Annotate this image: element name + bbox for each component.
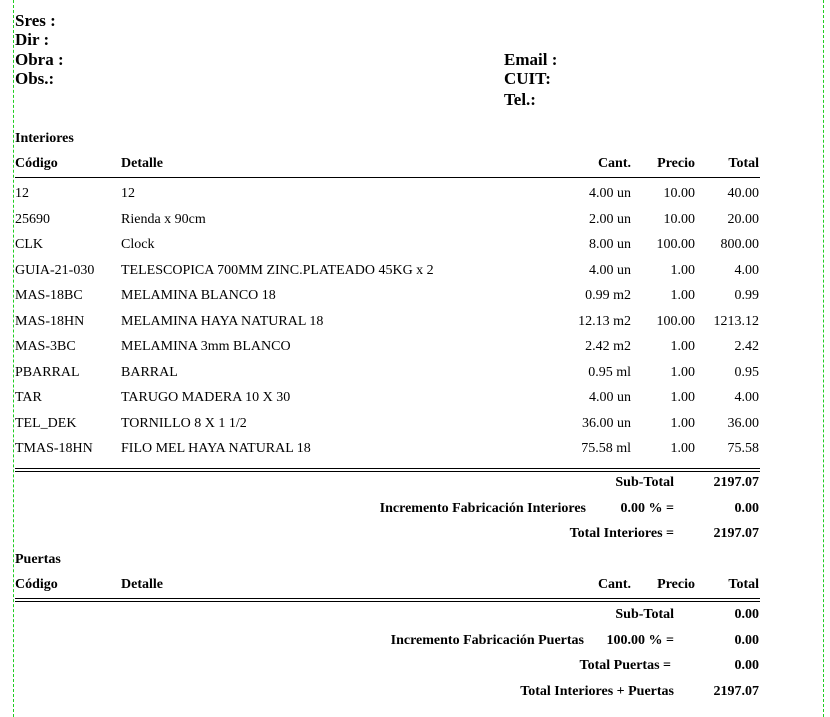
puertas-total-label: Total Puertas = bbox=[579, 658, 671, 673]
cell-cant: 4.00 un bbox=[589, 390, 631, 405]
grand-total-value: 2197.07 bbox=[713, 684, 759, 699]
obra-label: Obra : bbox=[15, 50, 64, 69]
column-header-total: Total bbox=[728, 577, 759, 592]
cell-detalle: MELAMINA HAYA NATURAL 18 bbox=[121, 313, 324, 329]
cell-codigo: PBARRAL bbox=[15, 364, 80, 380]
cell-cant: 0.95 ml bbox=[588, 364, 631, 380]
interiores-increment-value: 0.00 bbox=[734, 501, 759, 516]
column-header-codigo: Código bbox=[15, 156, 58, 171]
subtotal-divider bbox=[15, 468, 760, 472]
puertas-increment-pct: 100.00 % = bbox=[606, 633, 674, 648]
cell-codigo: MAS-18HN bbox=[15, 313, 85, 329]
cell-precio: 1.00 bbox=[670, 415, 695, 431]
cell-cant: 36.00 un bbox=[582, 415, 631, 431]
puertas-divider bbox=[15, 598, 760, 602]
cell-detalle: Clock bbox=[121, 237, 155, 252]
cell-cant: 75.58 ml bbox=[581, 441, 631, 456]
interiores-subtotal-value: 2197.07 bbox=[713, 475, 759, 490]
table-row bbox=[0, 339, 830, 364]
puertas-increment-label: Incremento Fabricación Puertas bbox=[390, 633, 584, 648]
cell-total: 20.00 bbox=[727, 211, 759, 227]
table-row bbox=[0, 390, 830, 415]
cell-codigo: 12 bbox=[15, 186, 29, 201]
table-row bbox=[0, 212, 830, 237]
cell-codigo: TEL_DEK bbox=[15, 415, 77, 431]
cell-codigo: TMAS-18HN bbox=[15, 441, 93, 456]
cell-codigo: 25690 bbox=[15, 211, 50, 227]
cell-total: 4.00 bbox=[734, 390, 759, 405]
column-header-codigo: Código bbox=[15, 577, 58, 592]
dir-label: Dir : bbox=[15, 30, 50, 49]
puertas-subtotal-value: 0.00 bbox=[734, 607, 759, 622]
table-row bbox=[0, 365, 830, 390]
cell-cant: 4.00 un bbox=[589, 262, 631, 278]
cell-cant: 2.42 m2 bbox=[585, 339, 631, 354]
cuit-label: CUIT: bbox=[504, 69, 551, 88]
column-header-total: Total bbox=[728, 156, 759, 171]
puertas-subtotal-label: Sub-Total bbox=[615, 607, 674, 622]
cell-precio: 1.00 bbox=[670, 441, 695, 456]
table-row bbox=[0, 288, 830, 313]
cell-detalle: TORNILLO 8 X 1 1/2 bbox=[121, 415, 247, 431]
cell-total: 4.00 bbox=[734, 262, 759, 278]
cell-detalle: TARUGO MADERA 10 X 30 bbox=[121, 390, 291, 405]
cell-cant: 2.00 un bbox=[589, 211, 631, 227]
cell-cant: 12.13 m2 bbox=[578, 313, 631, 329]
puertas-increment-value: 0.00 bbox=[734, 633, 759, 648]
email-label: Email : bbox=[504, 50, 558, 69]
puertas-total-value: 0.00 bbox=[734, 658, 759, 673]
table-row bbox=[0, 416, 830, 441]
interiores-total-label: Total Interiores = bbox=[569, 526, 674, 541]
cell-detalle: MELAMINA BLANCO 18 bbox=[121, 288, 276, 303]
cell-precio: 100.00 bbox=[656, 237, 695, 252]
section-title-interiores: Interiores bbox=[15, 131, 74, 146]
column-header-precio: Precio bbox=[657, 577, 695, 592]
cell-precio: 1.00 bbox=[670, 339, 695, 354]
cell-precio: 1.00 bbox=[670, 390, 695, 405]
cell-detalle: TELESCOPICA 700MM ZINC.PLATEADO 45KG x 2 bbox=[121, 262, 434, 278]
table-row bbox=[0, 186, 830, 211]
cell-total: 800.00 bbox=[720, 237, 759, 252]
interiores-increment-label: Incremento Fabricación Interiores bbox=[379, 501, 586, 516]
cell-precio: 1.00 bbox=[670, 262, 695, 278]
column-header-detalle: Detalle bbox=[121, 577, 163, 592]
cell-precio: 1.00 bbox=[670, 288, 695, 303]
cell-detalle: 12 bbox=[121, 186, 135, 201]
cell-precio: 10.00 bbox=[663, 186, 695, 201]
tel-label: Tel.: bbox=[504, 90, 536, 109]
cell-codigo: GUIA-21-030 bbox=[15, 262, 95, 278]
column-header-cant: Cant. bbox=[597, 156, 631, 171]
cell-codigo: TAR bbox=[15, 390, 42, 405]
cell-total: 0.95 bbox=[734, 364, 759, 380]
interiores-total-value: 2197.07 bbox=[713, 526, 759, 541]
table-row bbox=[0, 237, 830, 262]
cell-total: 36.00 bbox=[727, 415, 759, 431]
cell-precio: 100.00 bbox=[656, 313, 695, 329]
cell-detalle: BARRAL bbox=[121, 364, 178, 380]
cell-codigo: CLK bbox=[15, 237, 43, 252]
interiores-subtotal-label: Sub-Total bbox=[615, 475, 674, 490]
cell-cant: 8.00 un bbox=[589, 237, 631, 252]
grand-total-label: Total Interiores + Puertas bbox=[520, 684, 674, 699]
cell-total: 2.42 bbox=[734, 339, 759, 354]
cell-precio: 1.00 bbox=[670, 364, 695, 380]
cell-codigo: MAS-18BC bbox=[15, 288, 83, 303]
interiores-increment-pct: 0.00 % = bbox=[620, 501, 674, 516]
column-header-cant: Cant. bbox=[597, 577, 631, 592]
cell-total: 40.00 bbox=[727, 186, 759, 201]
obs-label: Obs.: bbox=[15, 69, 55, 88]
sres-label: Sres : bbox=[15, 11, 56, 30]
cell-total: 0.99 bbox=[734, 288, 759, 303]
column-header-precio: Precio bbox=[657, 156, 695, 171]
table-row bbox=[0, 441, 830, 466]
section-title-puertas: Puertas bbox=[15, 552, 61, 567]
cell-codigo: MAS-3BC bbox=[15, 339, 76, 354]
cell-total: 75.58 bbox=[727, 441, 759, 456]
table-row bbox=[0, 314, 830, 339]
cell-cant: 0.99 m2 bbox=[585, 288, 631, 303]
cell-total: 1213.12 bbox=[713, 313, 759, 329]
cell-detalle: MELAMINA 3mm BLANCO bbox=[121, 339, 291, 354]
table-row bbox=[0, 263, 830, 288]
header-divider bbox=[15, 177, 760, 178]
cell-detalle: FILO MEL HAYA NATURAL 18 bbox=[121, 441, 311, 456]
cell-cant: 4.00 un bbox=[589, 186, 631, 201]
cell-precio: 10.00 bbox=[663, 211, 695, 227]
cell-detalle: Rienda x 90cm bbox=[121, 211, 206, 227]
column-header-detalle: Detalle bbox=[121, 156, 163, 171]
